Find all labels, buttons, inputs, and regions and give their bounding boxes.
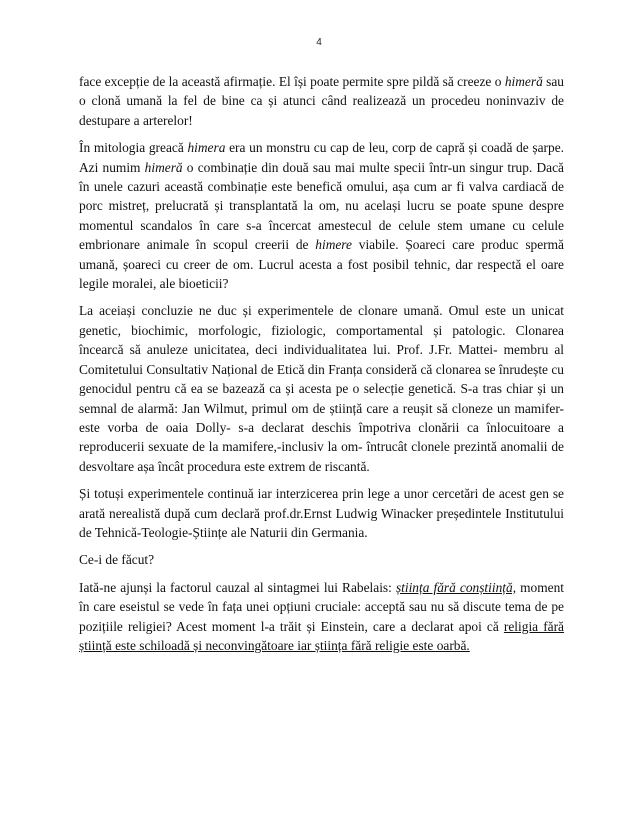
paragraph (79, 550, 564, 569)
text-run: face excepție de la această afirmație. El își poate permite spre pildă să creeze o (79, 74, 505, 89)
text-run: moment în care eseistul se vede în fața unei opțiuni cruciale: acceptă sau nu să discute tema de pe pozițiile religiei? Acest moment l-a trăit și Einstein, care a declarat apoi că (79, 579, 564, 634)
paragraph (79, 138, 564, 293)
italic-term: himeră (144, 159, 183, 175)
text-run: La aceiași concluzie ne duc și experimentele de clonare umană. Omul este un unicat genetic, biochimic, morfologic, fiziologic, comportamental și patologic. Clonarea încearcă să anuleze unicitatea, deci individualitatea lui. Prof. J.Fr. Mattei- membru al Comitetului Consultativ Național de Etică din Franța consideră că clonarea se înrudește cu genocidul pentru că ea se bazează ca și acesta pe o selecție genetică. S-a tras chiar și un semnal de alarmă: Jan Wilmut, primul om de știință care a reușit să cloneze un mamifer-este vorba de oaia Dolly- s-a declarat deschis împotriva clonării ca înlocuitoare a reproducerii sexuate de la mamifere,-inclusiv la om- întrucât clonele prezintă anomalii de desvoltare așa încât procedura este extrem de riscantă. (79, 303, 564, 474)
text-run: o combinație din două sau mai multe specii într-un singur trup. Dacă în unele cazuri această combinație este benefică omului, așa cum ar fi valva cardiacă de porc mistreț, prelucrată și transplantată la om, nu același lucru se poate spune despre momentul scandalos în care s-a încercat amestecul de celule stem umane cu celule embrionare animale în scopul creerii de (79, 159, 564, 253)
document-body (79, 72, 564, 663)
text-run: era un monstru cu cap de leu, corp de capră și coadă de șarpe. Azi numim (79, 140, 564, 175)
paragraph (79, 72, 564, 130)
paragraph (79, 484, 564, 542)
paragraph (79, 578, 564, 656)
text-run: sau o clonă umană la fel de bine ca și atunci când realizează un procedeu noninvaziv de destupare a arterelor! (79, 74, 564, 128)
text-run: În mitologia greacă (79, 140, 188, 156)
text-run: Iată-ne ajunși la factorul cauzal al sintagmei lui Rabelais: (79, 579, 396, 595)
page-number: 4 (316, 37, 322, 48)
italic-term: himeră (504, 74, 543, 89)
underlined-quote: religia fără știință este schiloadă și neconvingătoare iar știința fără religie este oarbă. (79, 618, 565, 653)
italic-term: himere (315, 237, 352, 253)
text-run: Ce-i de făcut? (79, 552, 155, 568)
italic-term: himera (187, 140, 226, 156)
paragraph (79, 301, 564, 476)
italic-underlined-phrase: știința fără conștiință, (395, 579, 517, 595)
text-run: Și totuși experimentele continuă iar interzicerea prin lege a unor cercetări de acest gen se arată nerealistă după cum declară prof.dr.Ernst Ludwig Winacker președintele Institutului de Tehnică-Teologie-Științe ale Naturii din Germania. (79, 486, 564, 540)
text-run: viabile. Șoareci care produc spermă umană, șoareci cu creer de om. Lucrul acesta a fost posibil tehnic, dar respectă el oare legile moralei, ale bioeticii? (79, 237, 564, 292)
